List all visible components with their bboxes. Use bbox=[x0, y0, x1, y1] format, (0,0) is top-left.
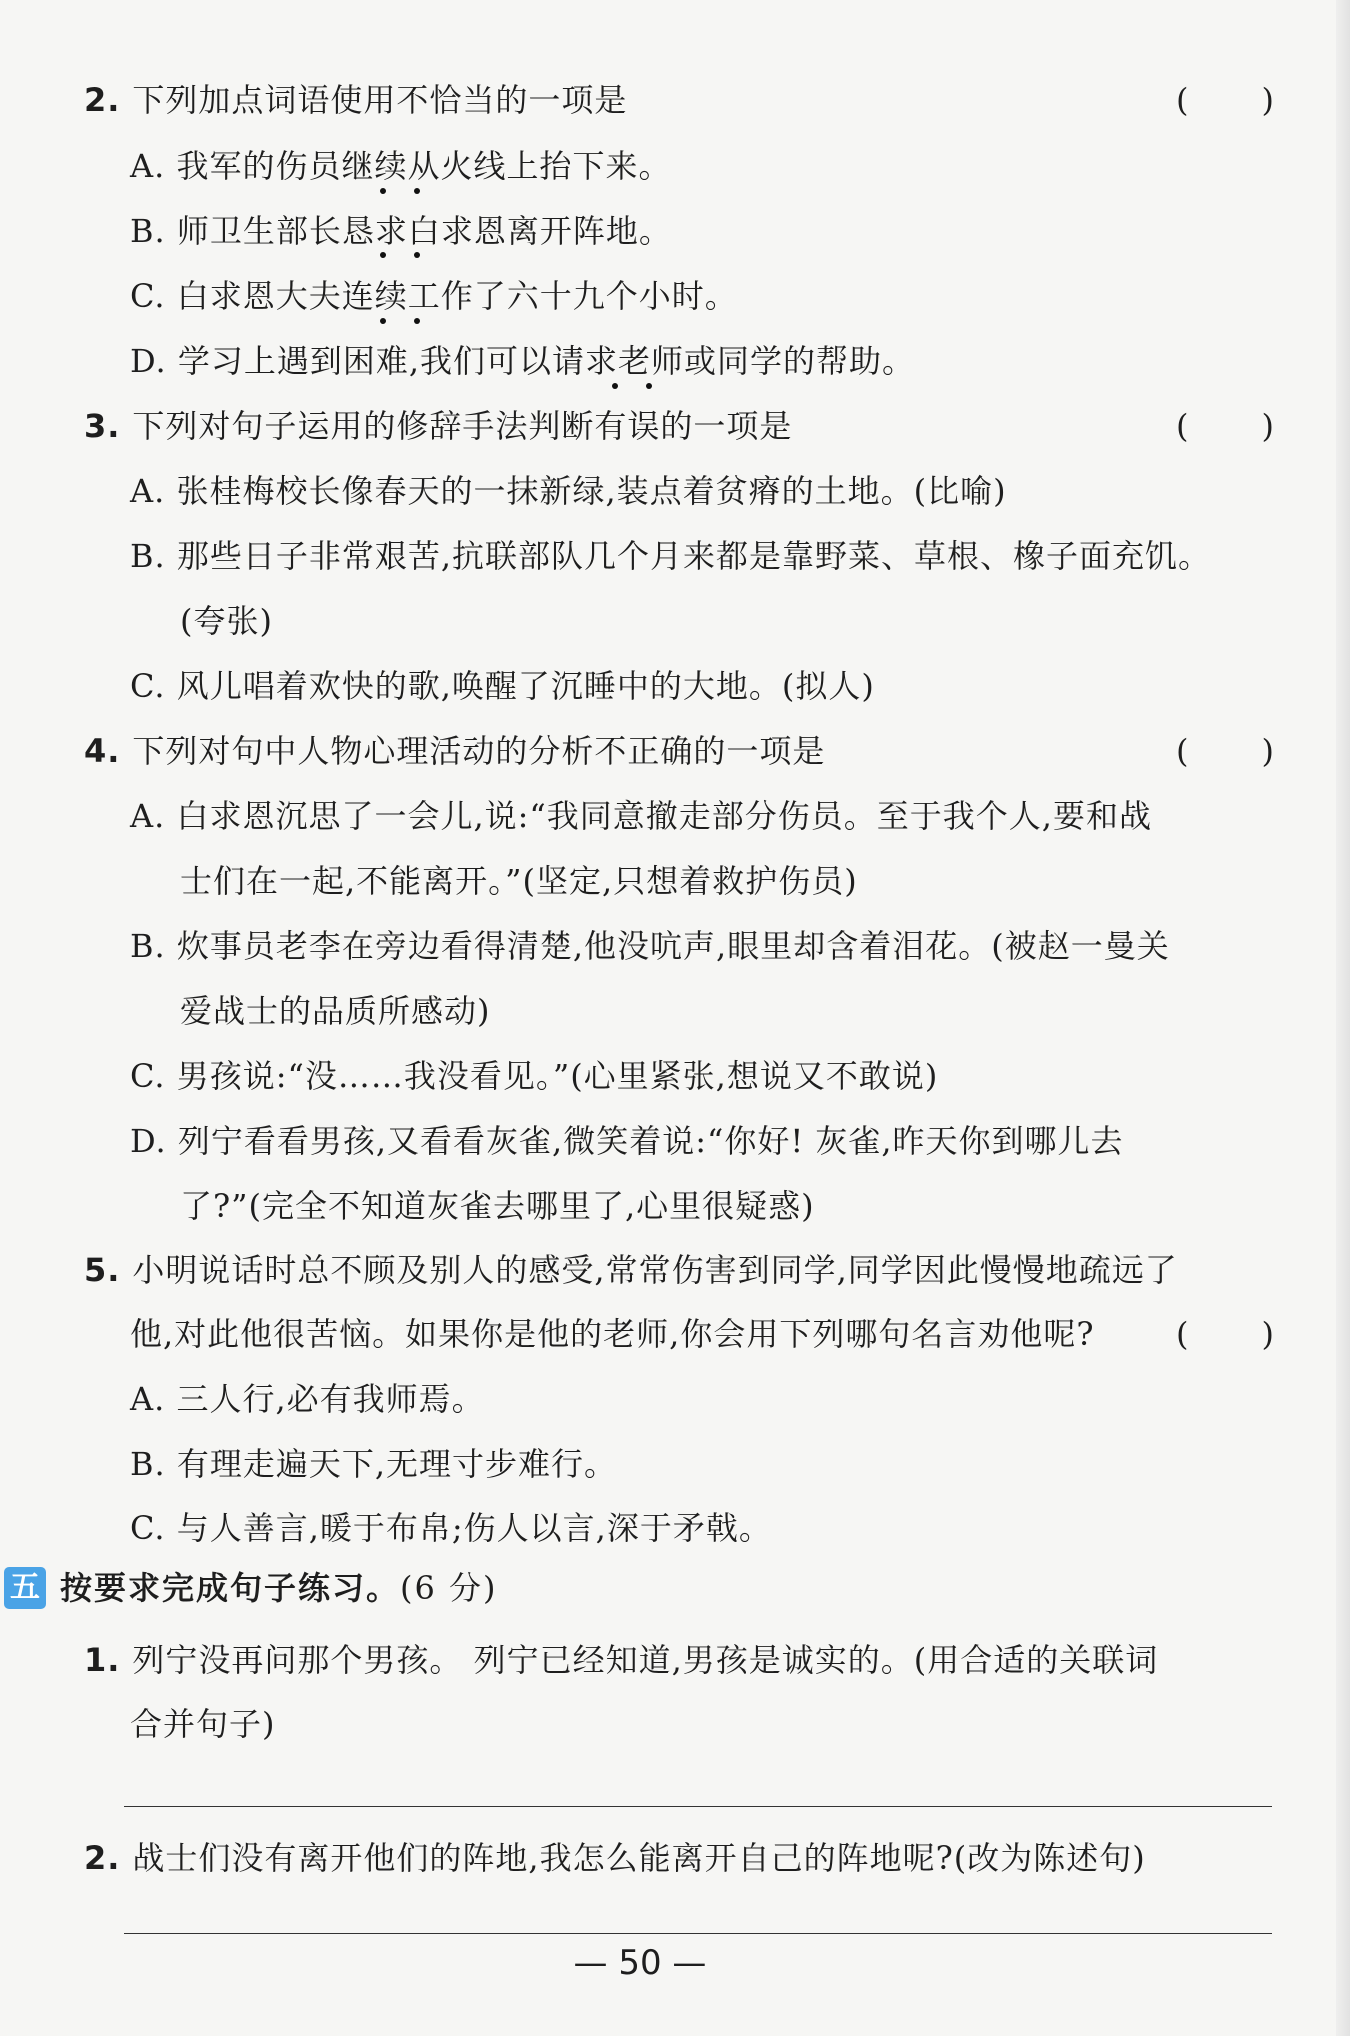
option-b: B. 有理走遍天下,无理寸步难行。 bbox=[130, 1445, 618, 1483]
section-badge: 五 bbox=[4, 1567, 46, 1609]
exercise-number: 2. bbox=[84, 1839, 121, 1877]
exercise-1-continued: 合并句子) bbox=[130, 1705, 276, 1743]
option-d-continued: 了?”(完全不知道灰雀去哪里了,心里很疑惑) bbox=[180, 1187, 815, 1225]
question-number: 2. bbox=[84, 81, 121, 119]
answer-line-2[interactable] bbox=[124, 1933, 1272, 1934]
option-b-continued: (夸张) bbox=[180, 602, 273, 640]
answer-blank[interactable] bbox=[1176, 1314, 1274, 1354]
question-5-stem bbox=[84, 1250, 1178, 1290]
section-score: (6 分) bbox=[400, 1569, 498, 1607]
option-d: D. 列宁看看男孩,又看看灰雀,微笑着说:“你好! 灰雀,昨天你到哪儿去 bbox=[130, 1122, 1124, 1160]
option-b-continued: 爱战士的品质所感动) bbox=[180, 992, 491, 1030]
question-4-stem bbox=[84, 731, 825, 771]
option-c: C. 男孩说:“没……我没看见。”(心里紧张,想说又不敢说) bbox=[130, 1057, 939, 1095]
emphasis-dot bbox=[414, 318, 420, 324]
question-5-stem-continued: 他,对此他很苦恼。如果你是他的老师,你会用下列哪句名言劝他呢? bbox=[130, 1315, 1095, 1353]
question-text: 下列对句子运用的修辞手法判断有误的一项是 bbox=[132, 407, 793, 445]
exercise-text: 列宁没再问那个男孩。 列宁已经知道,男孩是诚实的。(用合适的关联词 bbox=[132, 1641, 1159, 1679]
section-title bbox=[60, 1568, 498, 1608]
option-b: B. 那些日子非常艰苦,抗联部队几个月来都是靠野菜、草根、橡子面充饥。 bbox=[130, 537, 1212, 575]
answer-line-1[interactable] bbox=[124, 1806, 1272, 1807]
page-edge-shadow bbox=[1336, 0, 1350, 2036]
question-text: 小明说话时总不顾及别人的感受,常常伤害到同学,同学因此慢慢地疏远了 bbox=[132, 1251, 1178, 1289]
open-paren: ( bbox=[1176, 732, 1189, 770]
close-paren: ) bbox=[1261, 732, 1274, 770]
option-a: A. 白求恩沉思了一会儿,说:“我同意撤走部分伤员。至于我个人,要和战 bbox=[130, 797, 1152, 835]
exercise-number: 1. bbox=[84, 1641, 121, 1679]
emphasis-dot bbox=[380, 188, 386, 194]
answer-blank[interactable] bbox=[1176, 731, 1274, 771]
answer-blank[interactable] bbox=[1176, 406, 1274, 446]
exercise-2 bbox=[84, 1838, 1146, 1878]
question-3-stem bbox=[84, 406, 792, 446]
option-b: B. 炊事员老李在旁边看得清楚,他没吭声,眼里却含着泪花。(被赵一曼关 bbox=[130, 927, 1170, 965]
question-number: 5. bbox=[84, 1251, 121, 1289]
emphasis-dot bbox=[414, 188, 420, 194]
close-paren: ) bbox=[1261, 81, 1274, 119]
option-c: C. 白求恩大夫连续工作了六十九个小时。 bbox=[130, 277, 738, 315]
question-text: 下列对句中人物心理活动的分析不正确的一项是 bbox=[132, 732, 826, 770]
exercise-text: 战士们没有离开他们的阵地,我怎么能离开自己的阵地呢?(改为陈述句) bbox=[132, 1839, 1146, 1877]
question-2-stem bbox=[84, 80, 627, 120]
exercise-1 bbox=[84, 1640, 1158, 1680]
emphasis-dot bbox=[380, 318, 386, 324]
option-c: C. 风儿唱着欢快的歌,唤醒了沉睡中的大地。(拟人) bbox=[130, 667, 875, 705]
option-a-continued: 士们在一起,不能离开。”(坚定,只想着救护伤员) bbox=[180, 862, 858, 900]
close-paren: ) bbox=[1261, 407, 1274, 445]
emphasis-dot bbox=[646, 383, 652, 389]
close-paren: ) bbox=[1261, 1315, 1274, 1353]
open-paren: ( bbox=[1176, 407, 1189, 445]
emphasis-dot bbox=[414, 252, 420, 258]
question-number: 4. bbox=[84, 732, 121, 770]
option-d: D. 学习上遇到困难,我们可以请求老师或同学的帮助。 bbox=[130, 342, 916, 380]
option-c: C. 与人善言,暖于布帛;伤人以言,深于矛戟。 bbox=[130, 1509, 772, 1547]
emphasis-dot bbox=[612, 383, 618, 389]
answer-blank[interactable] bbox=[1176, 80, 1274, 120]
option-a: A. 张桂梅校长像春天的一抹新绿,装点着贫瘠的土地。(比喻) bbox=[130, 472, 1007, 510]
section-title-text: 按要求完成句子练习。 bbox=[60, 1569, 401, 1607]
option-a: A. 三人行,必有我师焉。 bbox=[130, 1380, 485, 1418]
page-number: — 50 — bbox=[573, 1943, 707, 1983]
emphasis-dot bbox=[380, 252, 386, 258]
question-number: 3. bbox=[84, 407, 121, 445]
open-paren: ( bbox=[1176, 81, 1189, 119]
option-b: B. 师卫生部长恳求白求恩离开阵地。 bbox=[130, 212, 672, 250]
option-a: A. 我军的伤员继续从火线上抬下来。 bbox=[130, 147, 672, 185]
question-text: 下列加点词语使用不恰当的一项是 bbox=[132, 81, 628, 119]
open-paren: ( bbox=[1176, 1315, 1189, 1353]
